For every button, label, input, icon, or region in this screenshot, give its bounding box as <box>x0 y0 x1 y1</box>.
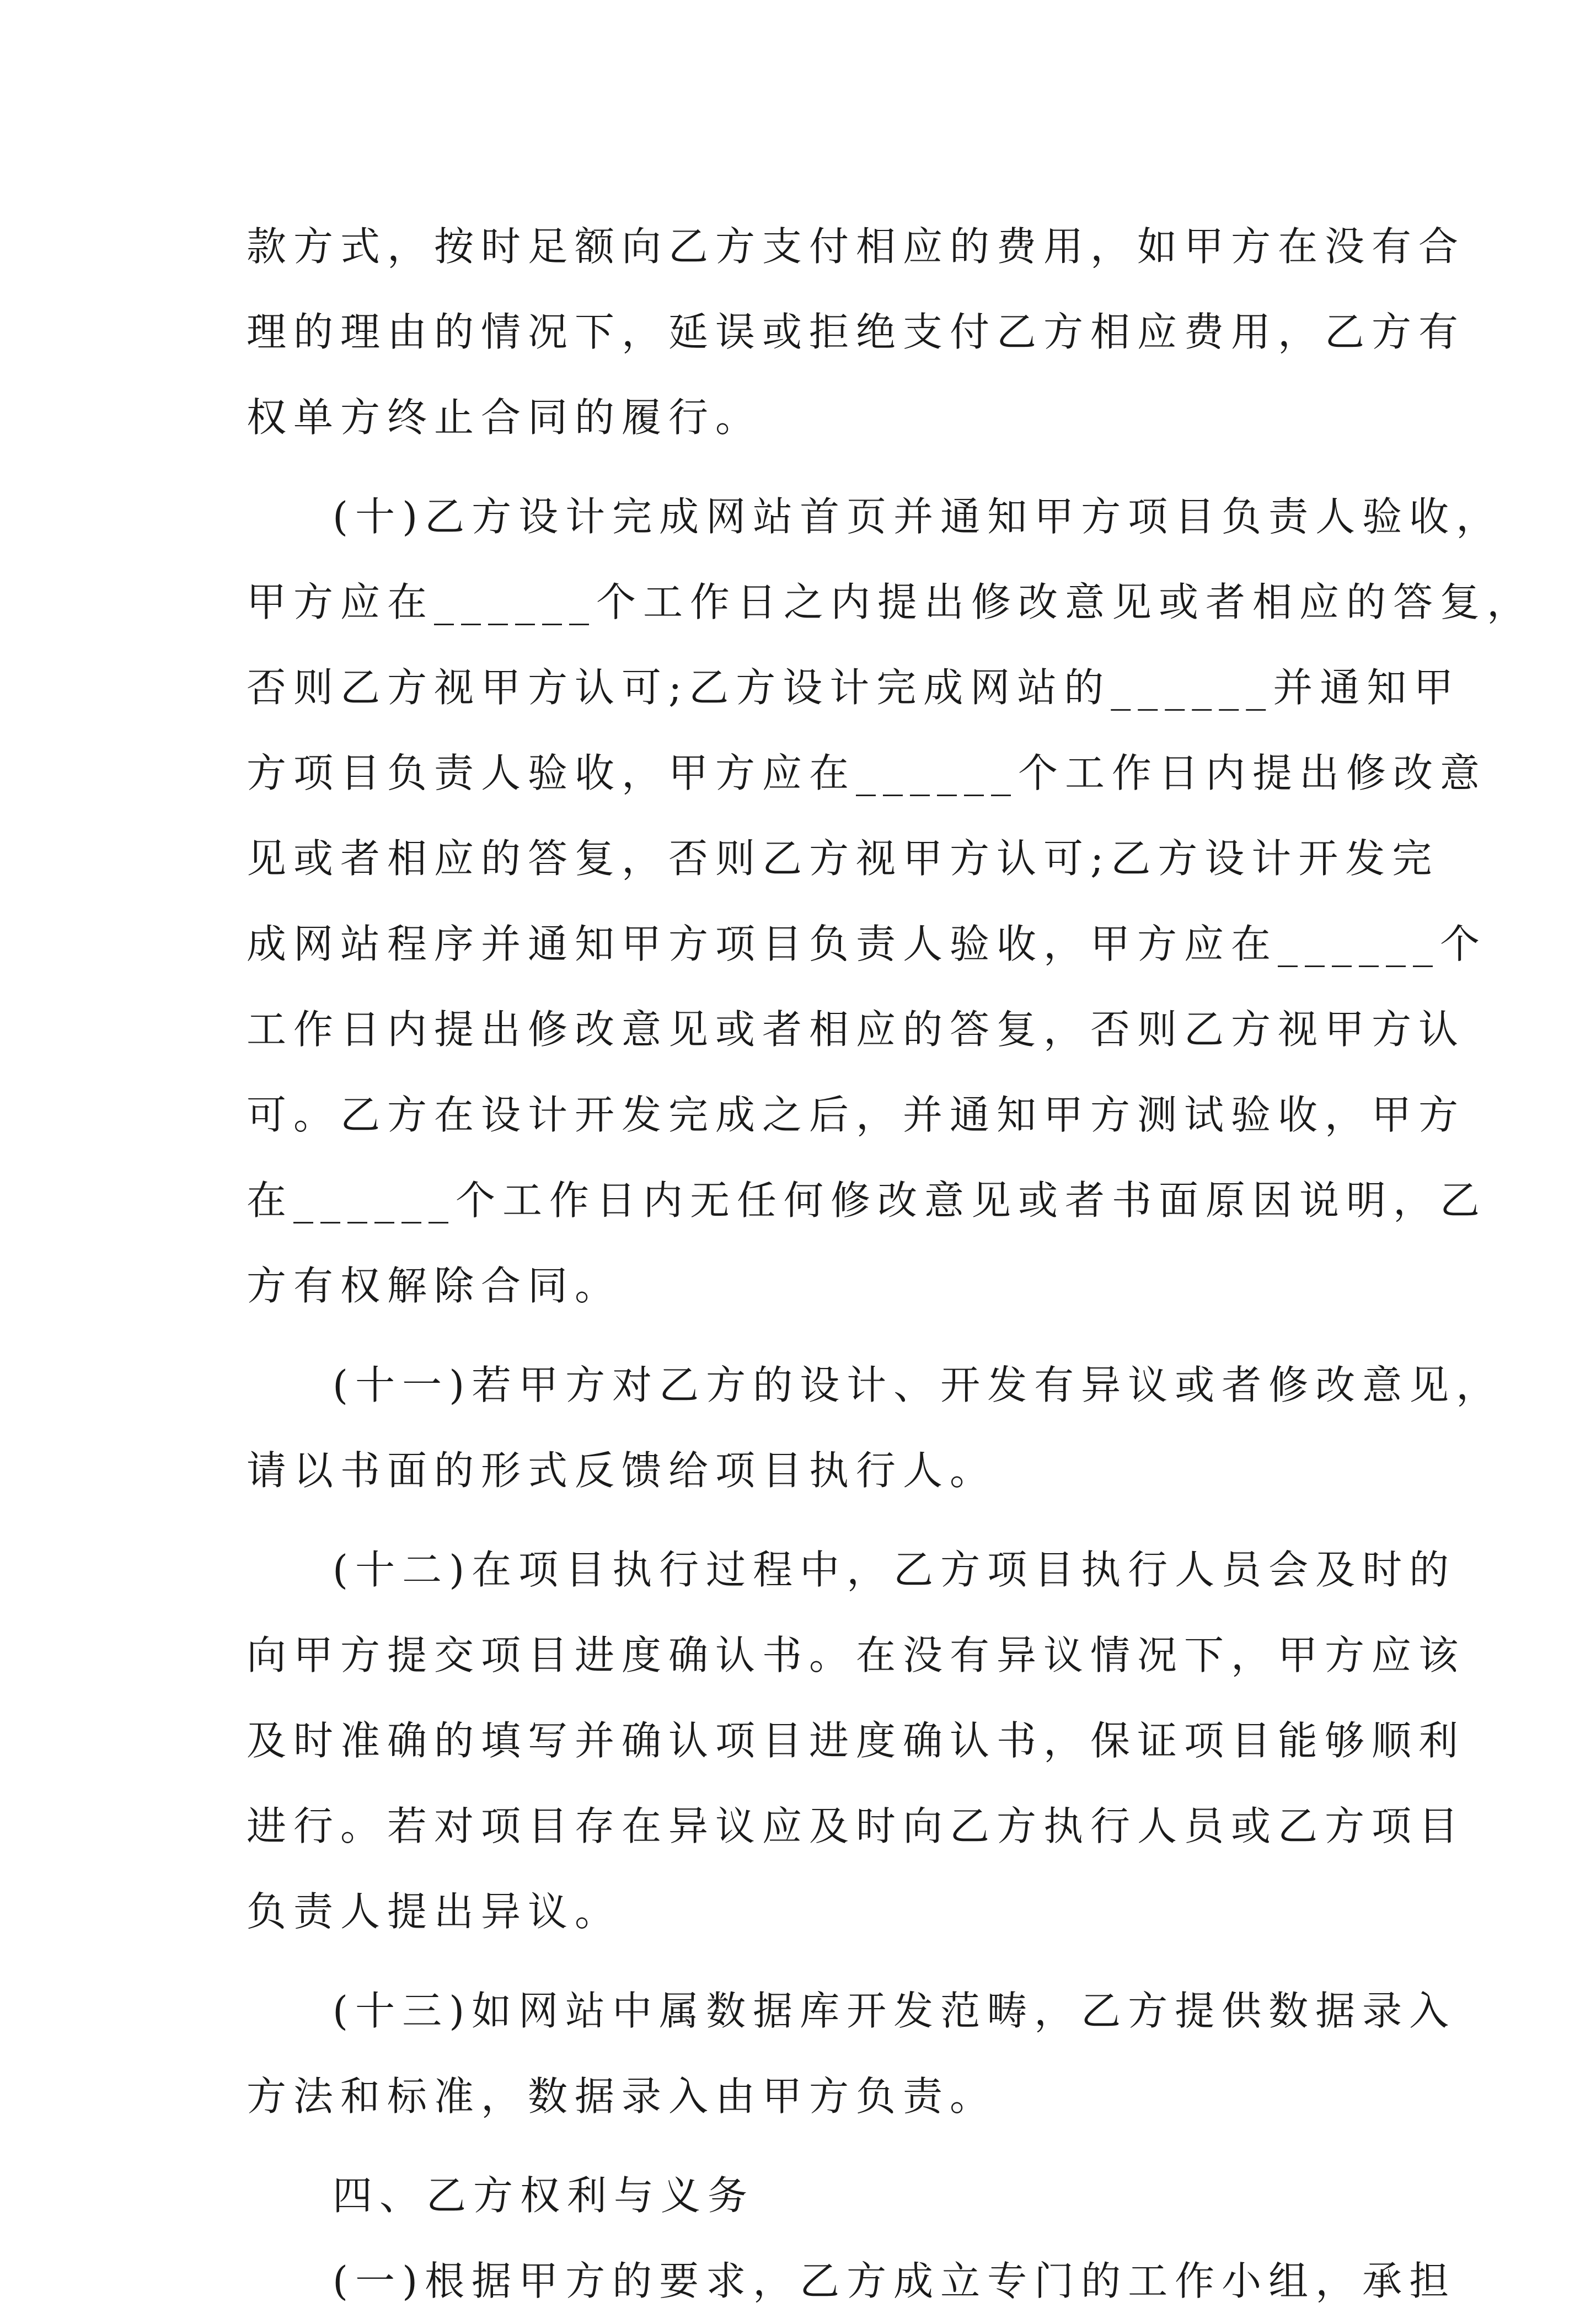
paragraph-gap <box>247 1955 1355 1968</box>
text-line: 在______个工作日内无任何修改意见或者书面原因说明，乙 <box>247 1177 1487 1223</box>
text-line: 及时准确的填写并确认项目进度确认书，保证项目能够顺利 <box>247 1717 1466 1764</box>
contract-text <box>247 204 1534 2324</box>
text-line: 否则乙方视甲方认可;乙方设计完成网站的______并通知甲 <box>247 664 1461 711</box>
section-heading: 四、乙方权利与义务 <box>333 2172 755 2219</box>
text-line: 方法和标准，数据录入由甲方负责。 <box>247 2073 997 2119</box>
text-line: 负责人提出异议。 <box>247 1888 622 1935</box>
text-line: 工作日内提出修改意见或者相应的答复，否则乙方视甲方认 <box>247 1006 1466 1053</box>
text-line: 进行。若对项目存在异议应及时向乙方执行人员或乙方项目 <box>247 1803 1466 1849</box>
paragraph-gap <box>247 2139 1355 2153</box>
text-line: 甲方应在______个工作日之内提出修改意见或者相应的答复， <box>247 579 1534 625</box>
text-line: 方有权解除合同。 <box>247 1263 622 1309</box>
text-line: 见或者相应的答复，否则乙方视甲方认可;乙方设计开发完 <box>247 835 1439 882</box>
text-line: 权单方终止合同的履行。 <box>247 394 763 441</box>
clause-10-heading-line: (十)乙方设计完成网站首页并通知甲方项目负责人验收， <box>333 493 1503 540</box>
clause-13-heading-line: (十三)如网站中属数据库开发范畴，乙方提供数据录入 <box>333 1988 1456 2034</box>
clause-1-heading-line: (一)根据甲方的要求，乙方成立专门的工作小组，承担 <box>333 2258 1456 2304</box>
paragraph-gap <box>247 1513 1355 1527</box>
text-line: 理的理由的情况下，延误或拒绝支付乙方相应费用，乙方有 <box>247 309 1466 355</box>
text-line: 向甲方提交项目进度确认书。在没有异议情况下，甲方应该 <box>247 1632 1466 1678</box>
text-line: 可。乙方在设计开发完成之后，并通知甲方测试验收，甲方 <box>247 1092 1466 1138</box>
text-line: 方项目负责人验收，甲方应在______个工作日内提出修改意 <box>247 750 1487 796</box>
text-line: 款方式，按时足额向乙方支付相应的费用，如甲方在没有合 <box>247 223 1466 270</box>
text-line: 请以书面的形式反馈给项目执行人。 <box>247 1447 997 1494</box>
paragraph-gap <box>247 460 1355 474</box>
clause-12-heading-line: (十二)在项目执行过程中，乙方项目执行人员会及时的 <box>333 1547 1456 1593</box>
clause-11-heading-line: (十一)若甲方对乙方的设计、开发有异议或者修改意见， <box>333 1362 1503 1408</box>
text-line: 成网站程序并通知甲方项目负责人验收，甲方应在______个 <box>247 921 1487 967</box>
paragraph-gap <box>247 1329 1355 1343</box>
